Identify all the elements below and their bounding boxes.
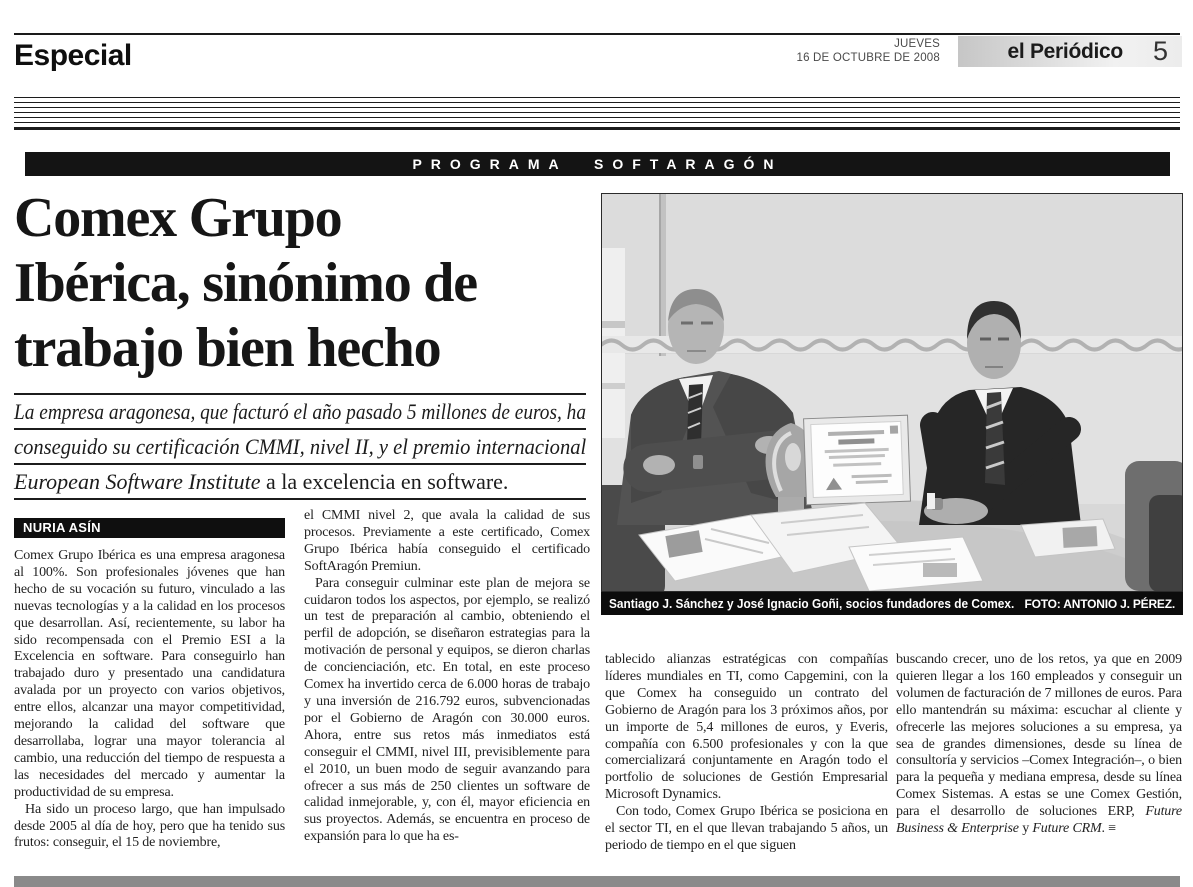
- headline-line: Ibérica, sinónimo de: [14, 252, 477, 314]
- section-title: Especial: [14, 39, 132, 72]
- headline-line: trabajo bien hecho: [14, 317, 441, 379]
- body-paragraph: Para conseguir culminar este plan de mejora se cuidaron todos los aspectos, por ejemplo, se realizó un test de preparación al cambio, obteniendo el perfil de adopción, se diseñaron estrategias para la motivación de personal y equipos, se dieron charlas de concienciación, etc. En total, en este proceso Comex ha invertido cerca de 6.000 horas de trabajo y una inversión de 216.792 euros, subvencionadas por el Gobierno de Aragón con 30.000 euros. Ahora, entre sus retos más inmediatos está conseguir el CMMI, nivel III, previsiblemente para el 2010, un buen modo de seguir avanzando para ofrecer a sus más de 250 clientes un software de calidad inmejorable, y, con él, mayor eficiencia en sus proyectos. Además, se encuentra en proceso de expansión para lo que ha es-: [304, 575, 590, 845]
- body-paragraph: el CMMI nivel 2, que avala la calidad de sus procesos. Previamente a este certificado, Comex Grupo Ibérica había conseguido el certificado SoftAragón Premiun.: [304, 508, 590, 574]
- photo-caption: Santiago J. Sánchez y José Ignacio Goñi, socios fundadores de Comex.: [609, 596, 1015, 611]
- standfirst: [14, 393, 586, 500]
- photo-credit: FOTO: ANTONIO J. PÉREZ.: [1024, 596, 1175, 611]
- dateline-date: 16 DE OCTUBRE DE 2008: [796, 52, 940, 64]
- headline: [14, 186, 592, 381]
- dateline-weekday: JUEVES: [894, 38, 940, 50]
- body-column-1: [14, 548, 285, 874]
- standfirst-line: European Software Institute a la excelencia en software.: [14, 465, 586, 500]
- bottom-bar: [14, 876, 1180, 887]
- body-paragraph: buscando crecer, uno de los retos, ya que en 2009 quieren llegar a los 160 empleados y conseguir un volumen de facturación de 7 millones de euros. Para ello mantendrán su máxima: escuchar al cliente y ofrecerle las mejores soluciones a su empresa, ya sea de grandes dimensiones, desde su línea de consultoría y servicios –Comex Integración–, o bien para la pequeña y mediana empresa, desde su línea Comex Sistemas. A estas se une Comex Gestión, para el desarrollo de soluciones ERP, Future Business & Enterprise y Future CRM. ≡: [896, 652, 1182, 837]
- headline-line: Comex Grupo: [14, 187, 342, 249]
- standfirst-line: conseguido su certificación CMMI, nivel II, y el premio internacional: [14, 430, 586, 465]
- body-paragraph: Comex Grupo Ibérica es una empresa aragonesa al 100%. Son profesionales jóvenes que han hecho de su vocación su futuro, vinculado a las nuevas tecnologías y a la calidad en los procesos que desarrollan. Así, recientemente, su labor ha sido recompensada con el Premio ESI a la Excelencia en software. Para conseguirlo han trabajado duro y presentado una candidatura avalada por un proyecto con varios objetivos, entre ellos, alcanzar una mayor competitividad, mejorando la calidad del software que desarrollaba, lograr una mayor tolerancia al cambio, una reducción del tiempo de respuesta a las necesidades del mercado y aumentar la productividad de su empresa.: [14, 548, 285, 800]
- photo-caption-bar: [601, 592, 1183, 615]
- standfirst-line: La empresa aragonesa, que facturó el año pasado 5 millones de euros, ha: [14, 395, 586, 430]
- article-photo: [601, 193, 1183, 615]
- photo-illustration: [601, 193, 1183, 592]
- body-column-4: [896, 652, 1182, 874]
- body-paragraph: Ha sido un proceso largo, que han impulsado desde 2005 al día de hoy, pero que ha tenido sus frutos: conseguir, el 15 de noviembre,: [14, 801, 285, 851]
- body-paragraph: tablecido alianzas estratégicas con compañías líderes mundiales en TI, como Capgemini, con la que Comex ha conseguido un contrato del Gobierno de Aragón para los 3 próximos años, por un importe de 5,4 millones de euros, y Everis, compañía con 6.500 profesionales y con la que comercializará conjuntamente en Aragón todo el portfolio de soluciones de Gestión Empresarial Microsoft Dynamics.: [605, 652, 888, 803]
- brand-box: [958, 36, 1182, 67]
- byline-author: NURIA ASÍN: [23, 520, 101, 535]
- brand-name: el Periódico: [1007, 39, 1123, 63]
- certificate-frame: [804, 415, 911, 505]
- separator-rules: [14, 97, 1180, 131]
- byline-bar: [14, 518, 285, 538]
- body-column-3: [605, 652, 888, 874]
- kicker-label: PROGRAMA SOFTARAGÓN: [412, 156, 783, 172]
- body-paragraph: Con todo, Comex Grupo Ibérica se posiciona en el sector TI, en el que llevan trabajando 5 años, un periodo de tiempo en el que siguen: [605, 804, 888, 853]
- dateline: [796, 37, 940, 65]
- header-top-rule: [14, 33, 1180, 35]
- page-number: 5: [1152, 36, 1168, 66]
- body-column-2: [304, 508, 590, 874]
- kicker-banner: [25, 152, 1170, 176]
